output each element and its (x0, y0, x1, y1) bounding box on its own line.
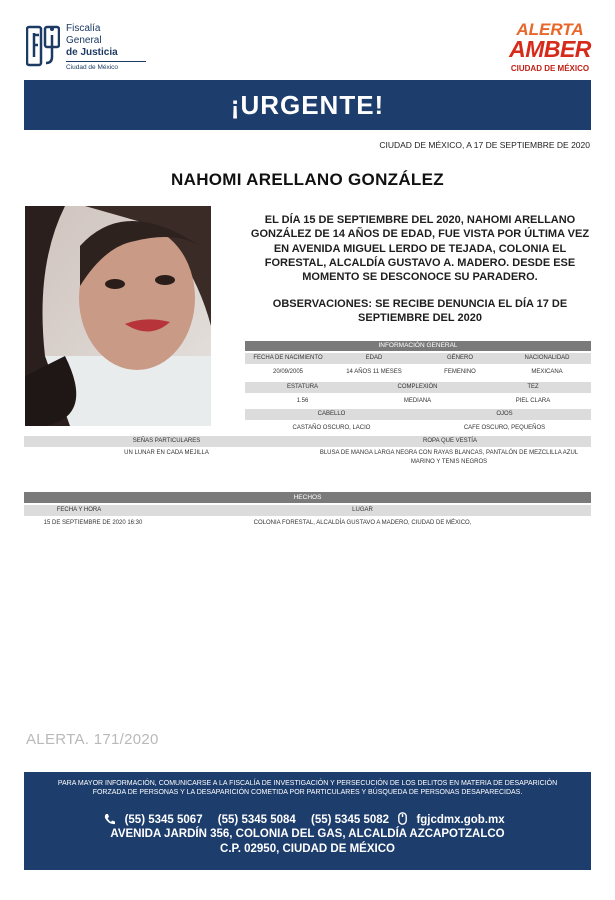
website-link[interactable]: fgjcdmx.gob.mx (416, 814, 505, 826)
footer-postal: C.P. 02950, CIUDAD DE MÉXICO (220, 843, 395, 855)
phone-number[interactable]: (55) 5345 5067 (124, 814, 203, 826)
label-age: EDAD (365, 355, 383, 361)
fgj-city-line: Ciudad de México (66, 64, 119, 71)
mouse-icon (398, 812, 407, 825)
missing-person-photo (25, 206, 211, 426)
value-date-time: 15 DE SEPTIEMBRE DE 2020 16:30 (43, 520, 143, 526)
urgent-title: ¡URGENTE! (230, 90, 385, 120)
date-line: CIUDAD DE MÉXICO, A 17 DE SEPTIEMBRE DE 2020 (379, 140, 590, 150)
alert-number: ALERTA. 171/2020 (26, 731, 159, 748)
label-place: LUGAR (352, 507, 373, 513)
label-eyes: OJOS (496, 411, 513, 417)
value-distinguishing-marks: UN LUNAR EN CADA MEJILLA (124, 450, 209, 456)
footer-note: PARA MAYOR INFORMACIÓN, COMUNICARSE A LA FISCALÍA DE INVESTIGACIÓN Y PERSECUCIÓN DE LOS DELITOS EN MATERIA DE DESAPARICIÓN FORZADA DE PERSONAS Y LA DESAPARICIÓN COMETIDA POR PARTICULARES Y BÚSQUEDA DE PERSONAS DESAPARECIDAS. (57, 780, 558, 796)
amber-alert-logo (508, 20, 592, 80)
fgj-name-line: de Justicia (66, 47, 118, 58)
info-table-header: INFORMACIÓN GENERAL (245, 341, 591, 351)
value-nationality: MEXICANA (531, 369, 563, 375)
info-row1-values (245, 367, 591, 377)
info-row2-values (245, 396, 591, 406)
label-gender: GÉNERO (446, 355, 473, 361)
footer-address: AVENIDA JARDÍN 356, COLONIA DEL GAS, ALCALDÍA AZCAPOTZALCO (110, 828, 505, 840)
portrait-image (25, 206, 211, 426)
info-row3-labels (245, 409, 591, 420)
phone-number[interactable]: (55) 5345 5082 (311, 814, 390, 826)
marks-labels-row (24, 436, 591, 447)
fgj-divider (66, 61, 146, 62)
value-clothing: BLUSA DE MANGA LARGA NEGRA CON RAYAS BLANCAS, PANTALÓN DE MEZCLILLA AZUL MARINO Y TENIS NEGROS (319, 450, 579, 465)
footer (24, 772, 591, 870)
description-text: EL DÍA 15 DE SEPTIEMBRE DEL 2020, NAHOMI ARELLANO GONZÁLEZ DE 14 AÑOS DE EDAD, FUE VISTA POR ÚLTIMA VEZ EN AVENIDA MIGUEL LERDO DE TEJADA, COLONIA EL FORESTAL, ALCALDÍA GUSTAVO A. MADERO. DESDE ESE MOMENTO SE DESCONOCE SU PARADERO. (250, 214, 590, 284)
facts-values-row (24, 518, 591, 528)
info-row1-labels (245, 353, 591, 364)
value-place: COLONIA FORESTAL, ALCALDÍA GUSTAVO A MADERO, CIUDAD DE MÉXICO, (253, 520, 472, 526)
value-gender: FEMENINO (444, 369, 476, 375)
amber-word-alerta: ALERTA (516, 20, 584, 39)
footer-contacts (24, 812, 591, 826)
urgent-banner (24, 80, 591, 130)
label-build: COMPLEXIÓN (397, 384, 438, 390)
amber-word-amber: AMBER (509, 36, 591, 62)
fgj-logo-icon (26, 23, 60, 69)
fgj-logo (26, 21, 146, 79)
value-age: 14 AÑOS 11 MESES (346, 369, 402, 375)
label-hair: CABELLO (317, 411, 346, 417)
value-height: 1.56 (296, 398, 309, 404)
fgj-name-line: Fiscalía (66, 23, 101, 34)
label-height: ESTATURA (286, 384, 319, 390)
value-hair: CASTAÑO OSCURO, LACIO (292, 425, 371, 431)
phone-number[interactable]: (55) 5345 5084 (217, 814, 296, 826)
label-complexion: TEZ (527, 384, 539, 390)
label-birthdate: FECHA DE NACIMIENTO (253, 355, 323, 361)
label-date-time: FECHA Y HORA (56, 507, 102, 513)
observations-text: OBSERVACIONES: SE RECIBE DENUNCIA EL DÍA 17 DE SEPTIEMBRE DEL 2020 (272, 298, 568, 325)
value-build: MEDIANA (403, 398, 432, 404)
info-row2-labels (245, 382, 591, 393)
value-birthdate: 20/09/2005 (272, 369, 304, 375)
amber-word-city: CIUDAD DE MÉXICO (510, 64, 590, 73)
phone-icon (104, 813, 115, 825)
facts-header: HECHOS (24, 492, 591, 503)
label-clothing: ROPA QUE VESTÍA (423, 438, 477, 444)
marks-values-row (24, 449, 591, 471)
info-row3-values (245, 423, 591, 433)
value-eyes: CAFE OSCURO, PEQUEÑOS (463, 425, 546, 431)
facts-labels-row (24, 505, 591, 516)
fgj-name-line: General (66, 35, 102, 46)
label-nationality: NACIONALIDAD (524, 355, 570, 361)
label-distinguishing-marks: SEÑAS PARTICULARES (132, 438, 201, 444)
value-complexion: PIEL CLARA (515, 398, 551, 404)
person-name: NAHOMI ARELLANO GONZÁLEZ (171, 170, 444, 189)
